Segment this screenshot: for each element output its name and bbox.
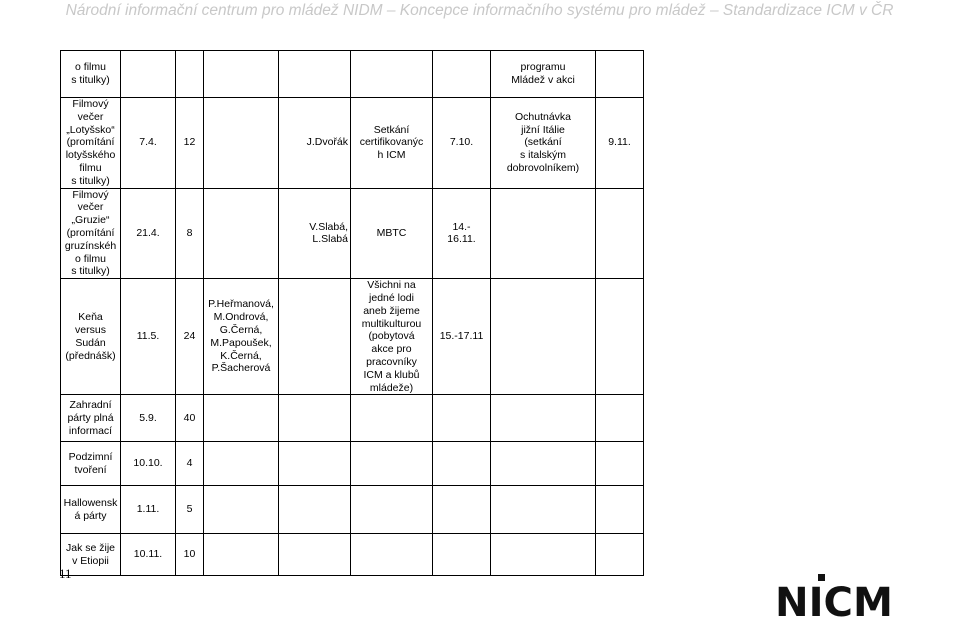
count-cell: 40 xyxy=(176,395,204,442)
event-date-cell: 7.10. xyxy=(433,98,491,189)
event-name-cell xyxy=(491,442,596,486)
event-date-cell: 15.-17.11 xyxy=(433,279,491,395)
organizers-cell xyxy=(204,98,279,189)
event-date-cell-2 xyxy=(596,279,644,395)
count-cell: 24 xyxy=(176,279,204,395)
activity-name-cell: Jak se žije v Etiopii xyxy=(61,534,121,576)
count-cell: 5 xyxy=(176,486,204,534)
event-name-cell xyxy=(491,188,596,279)
count-cell: 12 xyxy=(176,98,204,189)
date-cell: 21.4. xyxy=(121,188,176,279)
event-cell xyxy=(351,442,433,486)
event-cell xyxy=(351,534,433,576)
event-date-cell-2 xyxy=(596,534,644,576)
organizers-cell xyxy=(204,395,279,442)
activity-name-cell: Hallowensk á párty xyxy=(61,486,121,534)
table-row xyxy=(61,486,644,534)
event-date-cell xyxy=(433,442,491,486)
organizer-cell xyxy=(279,51,351,98)
page-number: 11 xyxy=(59,566,72,581)
date-cell: 10.11. xyxy=(121,534,176,576)
event-cell xyxy=(351,486,433,534)
date-cell: 10.10. xyxy=(121,442,176,486)
date-cell: 5.9. xyxy=(121,395,176,442)
organizers-cell xyxy=(204,442,279,486)
table-row xyxy=(61,395,644,442)
event-date-cell xyxy=(433,51,491,98)
organizer-cell: V.Slabá, L.Slabá xyxy=(279,188,351,279)
organizer-cell xyxy=(279,279,351,395)
table-row xyxy=(61,442,644,486)
event-date-cell-2 xyxy=(596,442,644,486)
organizers-cell xyxy=(204,534,279,576)
event-name-cell xyxy=(491,395,596,442)
date-cell: 11.5. xyxy=(121,279,176,395)
running-header: Národní informační centrum pro mládež NIDM – Koncepce informačního systému pro mládež – Standardizace ICM v ČR xyxy=(65,2,894,19)
event-date-cell-2 xyxy=(596,188,644,279)
activity-name-cell: o filmu s titulky) xyxy=(61,51,121,98)
event-cell: Všichni na jedné lodi aneb žijeme multikulturou (pobytová akce pro pracovníky ICM a klubů mládeže) xyxy=(351,279,433,395)
organizer-cell xyxy=(279,442,351,486)
table-row xyxy=(61,534,644,576)
event-date-cell xyxy=(433,486,491,534)
table-row xyxy=(61,51,644,98)
event-cell: Setkání certifikovanýc h ICM xyxy=(351,98,433,189)
organizer-cell xyxy=(279,395,351,442)
nicm-logo xyxy=(775,570,895,620)
count-cell: 8 xyxy=(176,188,204,279)
organizer-cell xyxy=(279,534,351,576)
svg-text:NICM: NICM xyxy=(775,580,893,620)
activity-name-cell: Filmový večer „Lotyšsko“ (promítání lotyšského filmu s titulky) xyxy=(61,98,121,189)
activity-name-cell: Filmový večer „Gruzie“ (promítání gruzínskéh o filmu s titulky) xyxy=(61,188,121,279)
event-name-cell xyxy=(491,534,596,576)
event-date-cell-2 xyxy=(596,486,644,534)
event-date-cell: 14.- 16.11. xyxy=(433,188,491,279)
event-cell xyxy=(351,51,433,98)
organizer-cell: J.Dvořák xyxy=(279,98,351,189)
organizers-cell xyxy=(204,51,279,98)
date-cell: 1.11. xyxy=(121,486,176,534)
organizers-cell: P.Heřmanová, M.Ondrová, G.Černá, M.Papoušek, K.Černá, P.Šacherová xyxy=(204,279,279,395)
event-date-cell xyxy=(433,395,491,442)
table-row xyxy=(61,98,644,189)
event-cell: MBTC xyxy=(351,188,433,279)
count-cell: 4 xyxy=(176,442,204,486)
activity-name-cell: Zahradní párty plná informací xyxy=(61,395,121,442)
event-date-cell-2 xyxy=(596,395,644,442)
organizers-cell xyxy=(204,486,279,534)
date-cell: 7.4. xyxy=(121,98,176,189)
count-cell xyxy=(176,51,204,98)
event-date-cell-2 xyxy=(596,51,644,98)
event-date-cell xyxy=(433,534,491,576)
event-name-cell: programu Mládež v akci xyxy=(491,51,596,98)
count-cell: 10 xyxy=(176,534,204,576)
date-cell xyxy=(121,51,176,98)
activity-name-cell: Podzimní tvoření xyxy=(61,442,121,486)
table-row xyxy=(61,279,644,395)
activities-table xyxy=(60,50,644,576)
event-cell xyxy=(351,395,433,442)
event-date-cell-2: 9.11. xyxy=(596,98,644,189)
event-name-cell xyxy=(491,486,596,534)
event-name-cell xyxy=(491,279,596,395)
table-row xyxy=(61,188,644,279)
organizer-cell xyxy=(279,486,351,534)
organizers-cell xyxy=(204,188,279,279)
activity-name-cell: Keňa versus Sudán (přednášk) xyxy=(61,279,121,395)
event-name-cell: Ochutnávka jižní Itálie (setkání s italským dobrovolníkem) xyxy=(491,98,596,189)
